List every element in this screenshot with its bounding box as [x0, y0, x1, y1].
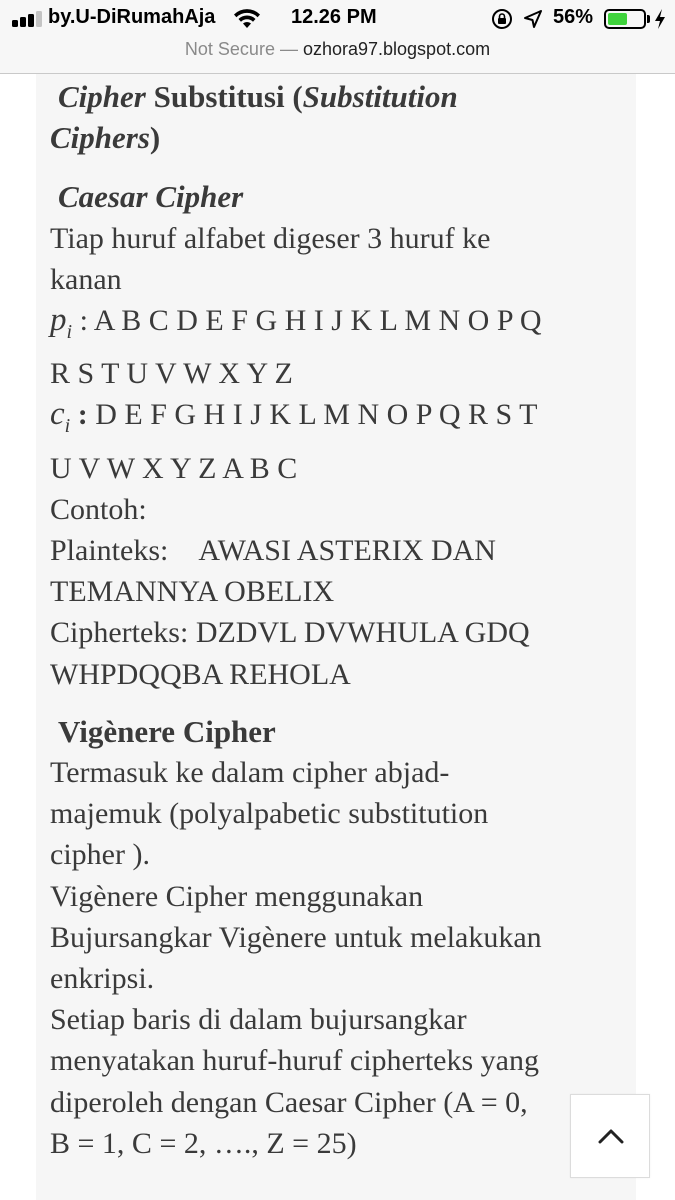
address-separator: — [274, 39, 303, 59]
p-var: p [50, 302, 67, 339]
vigenere-line: menyatakan huruf-huruf cipherteks yang [50, 1044, 539, 1078]
vigenere-line: Vigènere Cipher menggunakan [50, 879, 424, 913]
cipher-alphabet-row1 [50, 394, 630, 447]
plain-alphabet-row1 [50, 300, 630, 353]
battery-level-fill [608, 13, 627, 25]
charging-bolt-icon [654, 8, 666, 30]
title-close-paren: ) [149, 120, 161, 156]
status-bar [0, 0, 675, 38]
c-colon: : [70, 398, 88, 432]
address-domain: ozhora97.blogspot.com [302, 39, 491, 59]
clock: 12.26 PM [291, 6, 377, 28]
c-var: c [50, 396, 65, 433]
location-icon [523, 8, 543, 30]
ciphertext-line2: WHPDQQBA REHOLA [50, 657, 351, 691]
caesar-line1: Tiap huruf alfabet digeser 3 huruf ke [50, 221, 491, 255]
caesar-heading-text: Caesar Cipher [58, 179, 244, 215]
battery-percent: 56% [553, 6, 594, 28]
ciphertext-value1: DZDVL DVWHULA GDQ [195, 616, 530, 650]
vigenere-line: majemuk (polyalpabetic substitution [50, 797, 489, 831]
title-substitusi: Substitusi ( [145, 79, 303, 114]
caesar-line2: kanan [50, 262, 122, 296]
scroll-to-top-button[interactable] [570, 1094, 650, 1178]
cipher-alphabet-row2: U V W X Y Z A B C [50, 451, 298, 485]
c-sub: i [64, 415, 71, 438]
plaintext-line2: TEMANNYA OBELIX [50, 575, 335, 609]
p-variable [50, 302, 73, 344]
battery-cap [647, 15, 650, 23]
ciphertext-label: Cipherteks: [50, 616, 189, 650]
security-label: Not Secure [184, 39, 275, 59]
caesar-heading [50, 176, 630, 217]
signal-icon [12, 11, 46, 27]
section-title [50, 76, 630, 117]
vigenere-line: diperoleh dengan Caesar Cipher (A = 0, [50, 1085, 528, 1119]
vigenere-line: Setiap baris di dalam bujursangkar [50, 1003, 467, 1037]
title-ciphers: Ciphers [50, 120, 150, 156]
plaintext-label: Plainteks: [50, 534, 169, 568]
plaintext-value1: AWASI ASTERIX DAN [198, 534, 496, 568]
example-label: Contoh: [50, 492, 147, 526]
p-sub: i [66, 321, 73, 344]
vigenere-line: Bujursangkar Vigènere untuk melakukan [50, 920, 542, 954]
carrier-name: by.U-DiRumahAja [48, 6, 216, 28]
ciphertext-line1 [50, 612, 630, 653]
address-bar[interactable] [0, 38, 675, 64]
battery-icon [604, 9, 646, 29]
wifi-icon [233, 8, 261, 30]
chevron-up-icon [597, 1125, 625, 1147]
rotation-lock-icon [491, 8, 513, 30]
vigenere-heading: Vigènere Cipher [58, 713, 276, 749]
section-title-line2 [50, 117, 630, 158]
vigenere-line: Termasuk ke dalam cipher abjad- [50, 756, 450, 790]
c-row1-text: D E F G H I J K L M N O P Q R S T [87, 398, 538, 432]
plaintext-line1 [50, 530, 630, 571]
c-variable [50, 396, 71, 438]
vigenere-line: B = 1, C = 2, …., Z = 25) [50, 1126, 357, 1160]
title-substitution: Substitution [302, 79, 458, 114]
vigenere-line: enkripsi. [50, 962, 155, 996]
p-row1-text: : A B C D E F G H I J K L M N O P Q [72, 304, 542, 338]
browser-chrome [0, 0, 675, 74]
article-content [50, 76, 630, 1164]
plain-alphabet-row2: R S T U V W X Y Z [50, 357, 293, 391]
vigenere-line: cipher ). [50, 838, 150, 872]
title-cipher: Cipher [58, 79, 146, 114]
